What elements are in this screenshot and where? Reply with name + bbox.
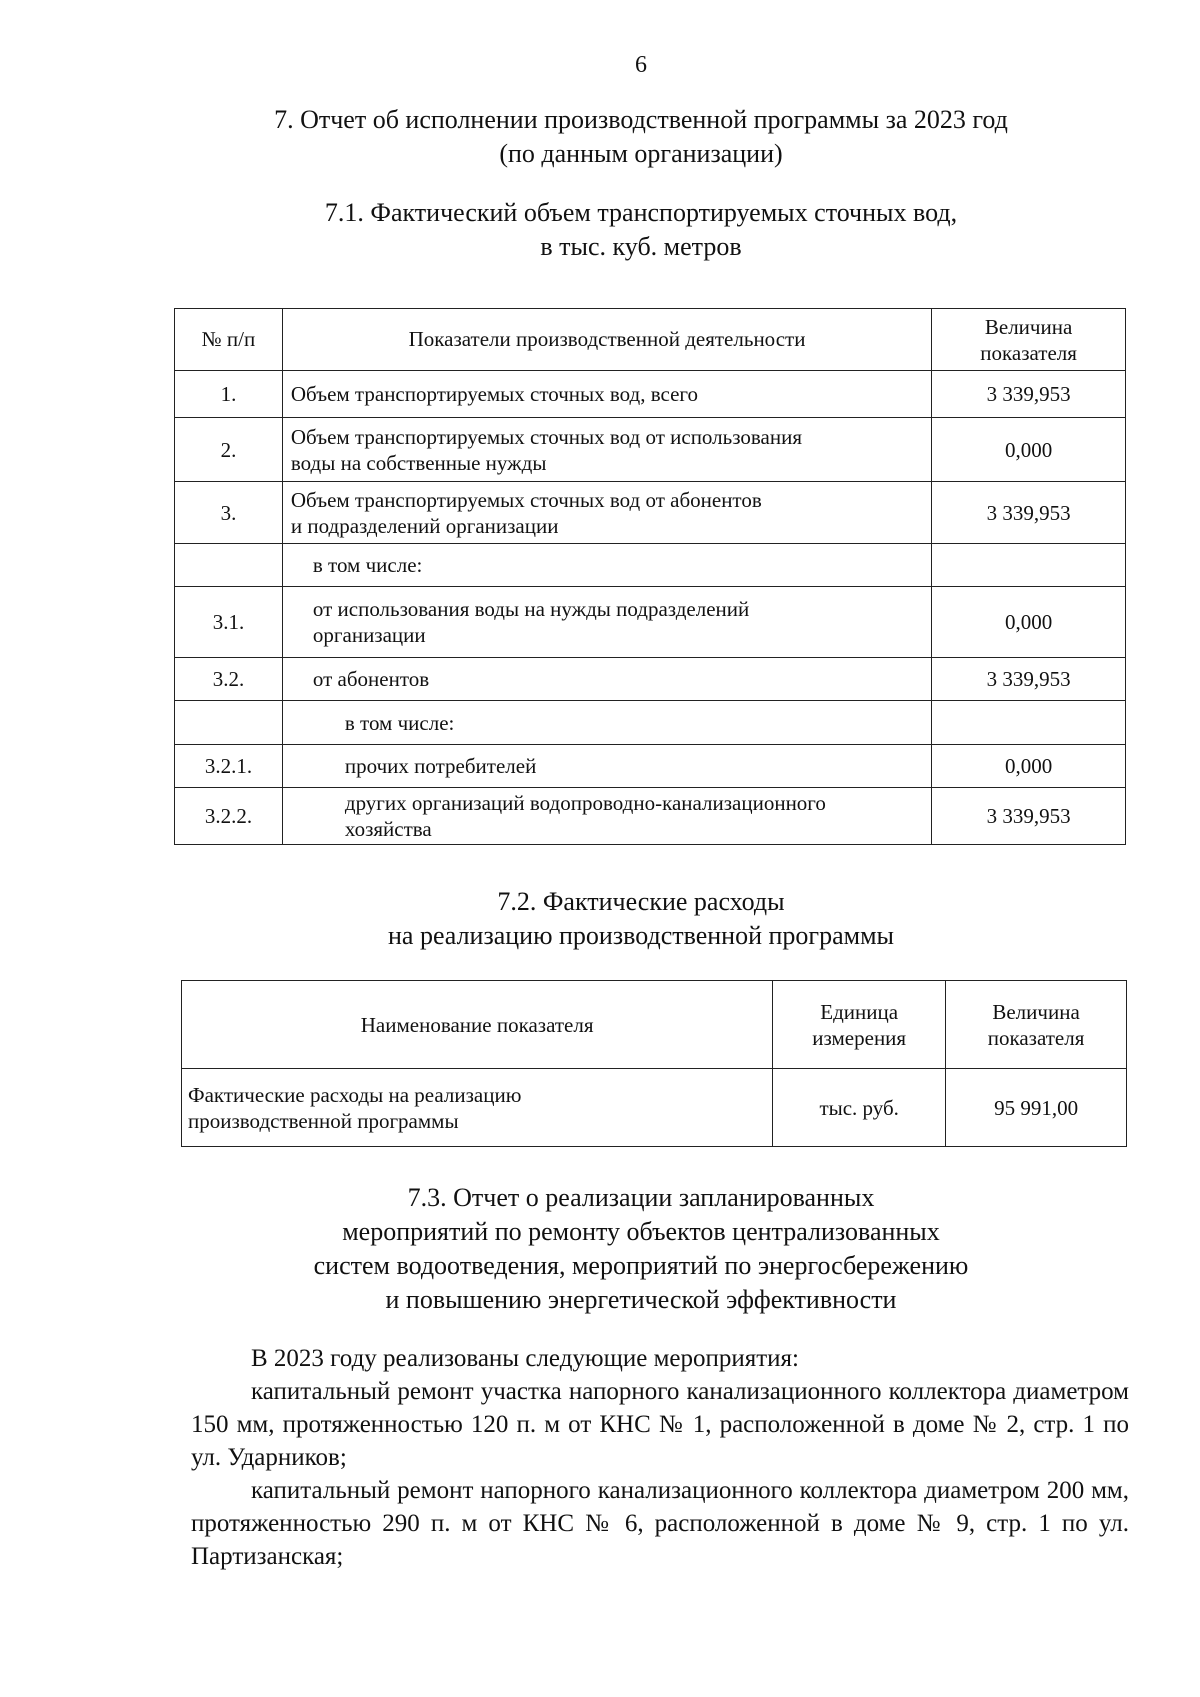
table-row — [175, 482, 1126, 544]
body-text — [191, 1342, 1129, 1573]
expenses-table — [181, 980, 1127, 1147]
table-row — [175, 418, 1126, 482]
row-indicator — [282, 658, 931, 701]
row-value: 3 339,953 — [932, 371, 1126, 418]
table-row — [175, 371, 1126, 418]
row-indicator — [282, 482, 931, 544]
row-name-line1: Фактические расходы на реализацию — [188, 1082, 522, 1107]
row-num: 3.2.2. — [175, 788, 283, 845]
row-indicator-line1: Объем транспортируемых сточных вод, всего — [290, 382, 699, 406]
section-7-2-title — [0, 885, 1200, 953]
header-unit — [773, 981, 946, 1069]
header-value-line1: Величина — [984, 314, 1073, 339]
row-value: 0,000 — [932, 745, 1126, 788]
section-7-2-title-line1: 7.2. Фактические расходы — [497, 887, 785, 916]
table-row — [175, 745, 1126, 788]
row-value: 3 339,953 — [932, 788, 1126, 845]
section-7-title — [0, 103, 1200, 171]
row-indicator-line2: организации — [312, 623, 426, 647]
section-7-3-title-line1: 7.3. Отчет о реализации запланированных — [407, 1183, 875, 1212]
wastewater-volume-table — [174, 308, 1126, 845]
row-indicator-line1: в том числе: — [312, 553, 423, 577]
row-value: 0,000 — [932, 587, 1126, 658]
table-row — [175, 788, 1126, 845]
row-num: 2. — [175, 418, 283, 482]
row-num: 3.2. — [175, 658, 283, 701]
header-value-line2: показателя — [980, 340, 1077, 365]
header-value-line2: показателя — [987, 1025, 1085, 1050]
table-header-row — [182, 981, 1127, 1069]
row-indicator — [282, 544, 931, 587]
row-name-line2: производственной программы — [188, 1108, 459, 1133]
header-indicator: Показатели производственной деятельности — [282, 309, 931, 371]
intro-paragraph: В 2023 году реализованы следующие мероприятия: — [251, 1345, 799, 1372]
row-indicator — [282, 701, 931, 745]
header-unit-line2: измерения — [812, 1025, 907, 1050]
header-num: № п/п — [175, 309, 283, 371]
row-num: 3. — [175, 482, 283, 544]
row-num: 3.2.1. — [175, 745, 283, 788]
row-indicator-line1: Объем транспортируемых сточных вод от использования — [290, 424, 802, 449]
row-indicator-line1: Объем транспортируемых сточных вод от абонентов — [290, 487, 762, 512]
table-row — [182, 1069, 1127, 1147]
row-indicator-line2: хозяйства — [344, 817, 432, 841]
section-7-1-title — [0, 196, 1200, 264]
measure-item-1: капитальный ремонт участка напорного канализационного коллектора диаметром 150 мм, протяженностью 120 п. м от КНС № 1, расположенной в доме № 2, стр. 1 по ул. Ударников; — [191, 1378, 1129, 1471]
section-7-2-title-line2: на реализацию производственной программы — [387, 921, 894, 950]
section-7-title-line2: (по данным организации) — [499, 139, 783, 168]
row-indicator-line2: и подразделений организации — [290, 513, 559, 538]
row-indicator — [282, 418, 931, 482]
header-unit-line1: Единица — [820, 999, 899, 1024]
header-value — [946, 981, 1127, 1069]
row-num — [175, 544, 283, 587]
row-value — [932, 701, 1126, 745]
row-num: 3.1. — [175, 587, 283, 658]
row-indicator-line1: от абонентов — [312, 667, 430, 691]
row-indicator-line1: других организаций водопроводно-канализационного — [344, 791, 826, 815]
row-value — [932, 544, 1126, 587]
table-row — [175, 701, 1126, 745]
section-7-3-title-line4: и повышению энергетической эффективности — [385, 1285, 897, 1314]
row-indicator — [282, 371, 931, 418]
page-number: 6 — [635, 52, 647, 78]
header-value — [932, 309, 1126, 371]
table-row — [175, 544, 1126, 587]
table-row — [175, 658, 1126, 701]
table-row — [175, 587, 1126, 658]
row-indicator-line1: прочих потребителей — [344, 754, 537, 778]
section-7-3-title — [0, 1181, 1200, 1317]
section-7-3-title-line2: мероприятий по ремонту объектов централизованных — [342, 1217, 940, 1246]
measure-item-2: капитальный ремонт напорного канализационного коллектора диаметром 200 мм, протяженностью 290 п. м от КНС № 6, расположенной в доме № 9, стр. 1 по ул. Партизанская; — [191, 1477, 1129, 1570]
table-header-row — [175, 309, 1126, 371]
row-name — [182, 1069, 773, 1147]
section-7-1-title-line2: в тыс. куб. метров — [540, 232, 742, 261]
row-indicator — [282, 587, 931, 658]
header-value-line1: Величина — [992, 999, 1080, 1024]
row-value: 0,000 — [932, 418, 1126, 482]
row-value: 3 339,953 — [932, 482, 1126, 544]
row-indicator-line1: от использования воды на нужды подразделений — [312, 597, 750, 621]
row-num: 1. — [175, 371, 283, 418]
row-indicator-line2: воды на собственные нужды — [290, 450, 547, 475]
row-indicator-line1: в том числе: — [344, 710, 455, 735]
row-num — [175, 701, 283, 745]
row-value: 3 339,953 — [932, 658, 1126, 701]
header-name: Наименование показателя — [182, 981, 773, 1069]
section-7-title-line1: 7. Отчет об исполнении производственной программы за 2023 год — [274, 105, 1008, 134]
row-value: 95 991,00 — [946, 1069, 1127, 1147]
row-indicator — [282, 745, 931, 788]
section-7-1-title-line1: 7.1. Фактический объем транспортируемых сточных вод, — [324, 198, 958, 227]
row-indicator — [282, 788, 931, 845]
row-unit: тыс. руб. — [773, 1069, 946, 1147]
section-7-3-title-line3: систем водоотведения, мероприятий по энергосбережению — [313, 1251, 969, 1280]
